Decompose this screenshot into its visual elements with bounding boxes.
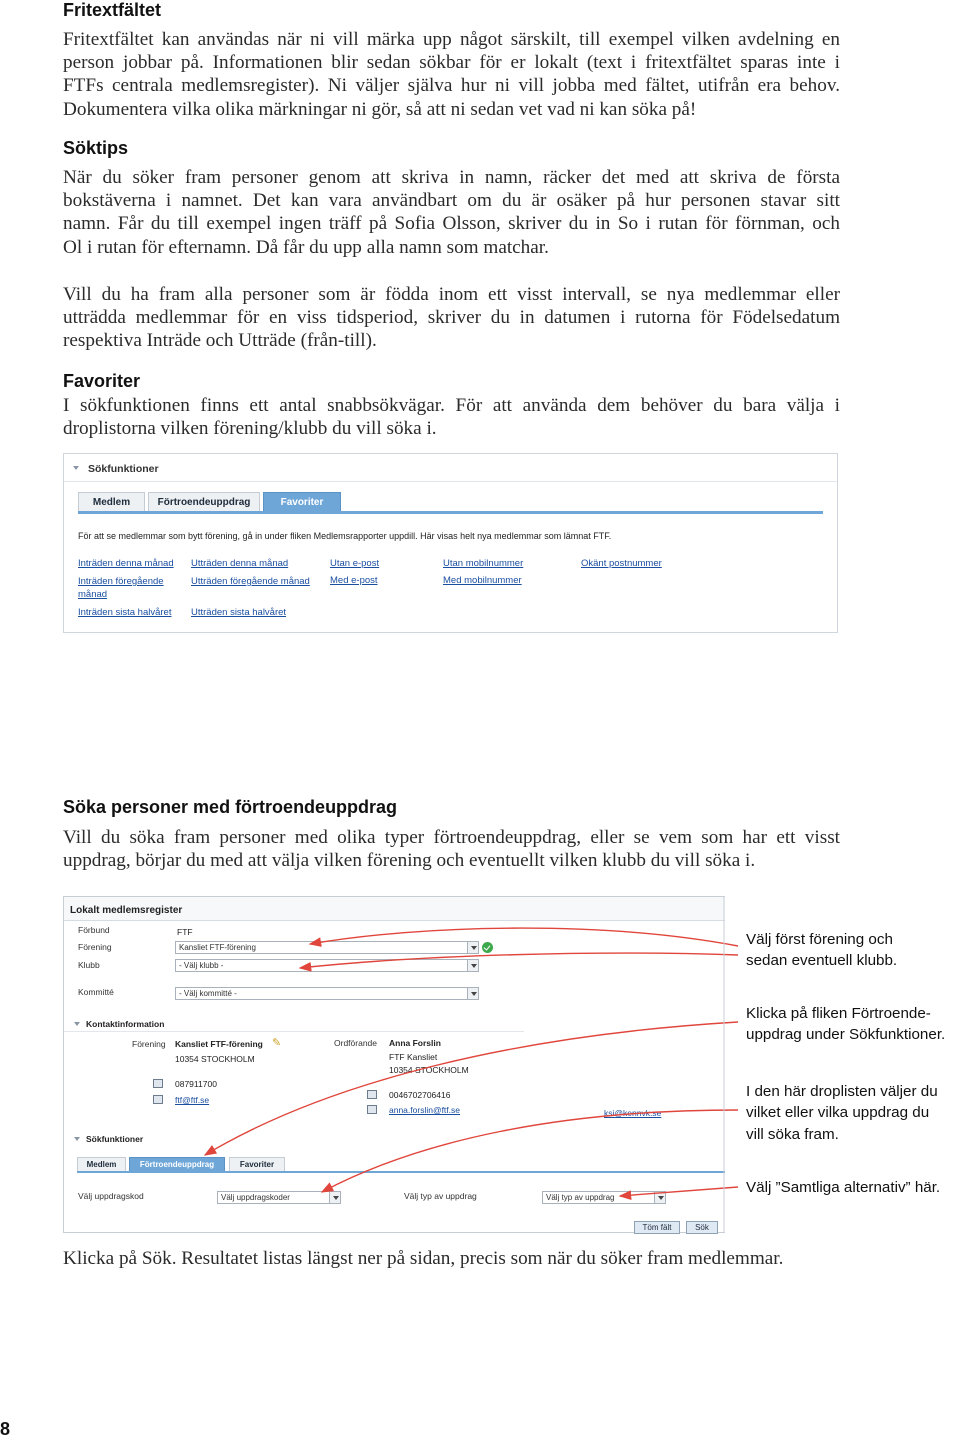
link-uttraden-sista-halvaret[interactable]: Utträden sista halvåret (191, 607, 287, 618)
callout-forening-klubb (746, 929, 897, 972)
panel-title: Sökfunktioner (88, 463, 159, 475)
tab-favoriter[interactable]: Favoriter (263, 492, 341, 512)
text-line: Klicka på Sök. Resultatet listas längst ner på sidan, precis som när du söker fram medlemmar. (63, 1248, 784, 1269)
kontakt-phone: 087911700 (175, 1079, 217, 1089)
text-line: FTFs centrala medlemsregister). Ni väljer själva hur ni vill jobba med fältet, utifrån era behov. (63, 75, 840, 97)
search-button[interactable]: Sök (686, 1221, 718, 1234)
link-utan-epost[interactable]: Utan e-post (330, 558, 380, 569)
text-line: Vill du söka fram personer med olika typer förtroendeuppdrag, eller se vem som har ett visst (63, 827, 840, 848)
callout-line: sedan eventuell klubb. (746, 952, 898, 970)
text-line: När du söker fram personer genom att skriva in namn, räcker det med att skriva de första (63, 167, 840, 188)
kontakt-forening-label: Förening (132, 1039, 166, 1049)
link-utan-mobilnummer[interactable]: Utan mobilnummer (443, 558, 524, 569)
link-uttraden-foregaende-manad[interactable]: Utträden föregående månad (191, 576, 310, 587)
text-line: utträdda medlemmar för en viss tidsperiod, skriver du in datumen i rutorna för Födelsedatum (63, 307, 840, 329)
heading-favoriter: Favoriter (63, 371, 141, 391)
text-line: person jobbar på. Informationen blir sedan sökbar för er lokalt (text i fritextfältet sparas inte i (63, 52, 840, 74)
heading-soka-fortroendeuppdrag: Söka personer med förtroendeuppdrag (63, 797, 398, 817)
arrow-to-forening (310, 928, 738, 946)
ordforande-email-link[interactable]: anna.forslin@ftf.se (389, 1105, 460, 1115)
text-line: Vill du ha fram alla personer som är födda inom ett visst intervall, se nya medlemmar eller (63, 284, 840, 305)
text-line: droplistorna vilken förening/klubb du vill söka i. (63, 418, 437, 440)
uppdragskod-label: Välj uppdragskod (78, 1191, 144, 1201)
paragraph-klicka-pa-sok (63, 1247, 903, 1270)
arrow-to-typ-select (620, 1187, 738, 1196)
link-intraden-sista-halvaret[interactable]: Inträden sista halvåret (78, 607, 172, 618)
callout-line: uppdrag under Sökfunktioner. (746, 1026, 946, 1044)
link-okant-postnummer[interactable]: Okänt postnummer (581, 558, 662, 569)
tab-favoriter[interactable]: Favoriter (229, 1157, 285, 1172)
arrow-to-fortroende-tab (205, 1022, 738, 1155)
link-intraden-foregaende[interactable]: Inträden föregående (78, 576, 164, 587)
klubb-label: Klubb (78, 960, 100, 970)
favoriter-info-text: För att se medlemmar som bytt förening, gå in under fliken Medlemsrapporter uppdill. Här visas helt nya medlemmar som lämnat FTF. (78, 531, 612, 541)
arrow-to-klubb (300, 953, 738, 968)
typ-av-uppdrag-label: Välj typ av uppdrag (404, 1191, 477, 1201)
tab-medlem[interactable]: Medlem (77, 1157, 126, 1172)
forbund-label: Förbund (78, 925, 110, 935)
text-line: I sökfunktionen finns ett antal snabbsökvägar. För att använda dem behöver du bara välja i (63, 395, 840, 416)
link-uttraden-denna-manad[interactable]: Utträden denna månad (191, 558, 289, 569)
callout-line: vill söka fram. (746, 1125, 839, 1143)
page-number: 8 (0, 1419, 11, 1439)
kontakt-forening-name: Kansliet FTF-förening (175, 1039, 263, 1049)
ordforande-name: Anna Forslin (389, 1038, 441, 1048)
ordforande-label: Ordförande (334, 1038, 377, 1048)
klubb-select-value: - Välj klubb - (179, 961, 224, 970)
kontakt-title: Kontaktinformation (86, 1019, 165, 1029)
forening-label: Förening (78, 942, 112, 952)
text-line: Fritextfältet kan användas när ni vill märka upp något särskilt, till exempel vilken avdelning en (63, 29, 840, 50)
callout-uppdrag-droplist (746, 1081, 938, 1145)
text-line: Dokumentera vilka olika märkningar ni gör, så att ni sedan vet vad ni kan söka på! (63, 98, 697, 120)
arrow-to-uppdragskod-select (322, 1110, 738, 1192)
text-line: uppdrag, börjar du med att välja vilken förening och eventuellt vilken klubb du vill söka i. (63, 850, 756, 872)
callout-line: Välj först förening och (746, 931, 893, 948)
forening-select-value: Kansliet FTF-förening (179, 943, 256, 952)
callout-line: I den här droplisten väljer du (746, 1083, 938, 1100)
link-intraden-denna-manad[interactable]: Inträden denna månad (78, 558, 174, 569)
text-line: namn. Får du till exempel ingen träff på Sofia Olsson, skriver du in So i rutan för förnman, och (63, 213, 840, 235)
uppdragskod-select-value: Välj uppdragskoder (221, 1193, 290, 1202)
tab-medlem[interactable]: Medlem (78, 492, 145, 512)
text-line: bokstäverna i namnet. Det kan vara användbart om du är osäker på hur personen stavar sitt (63, 190, 840, 212)
link-intraden-foregaende-manad[interactable]: månad (78, 589, 108, 600)
sok-title: Sökfunktioner (86, 1134, 144, 1144)
kommitte-label: Kommitté (78, 987, 114, 997)
ordforande-phone: 0046702706416 (389, 1090, 451, 1100)
callout-fortroende-tab (746, 1003, 945, 1046)
callout-samtliga-alternativ (746, 1177, 940, 1198)
tab-fortroendeuppdrag[interactable]: Förtroendeuppdrag (129, 1157, 225, 1172)
heading-fritextfaltet: Fritextfältet (63, 0, 162, 20)
typ-av-uppdrag-select-value: Välj typ av uppdrag (546, 1193, 615, 1202)
tab-fortroendeuppdrag[interactable]: Förtroendeuppdrag (148, 492, 260, 512)
kommitte-select-value: - Välj kommitté - (179, 989, 237, 998)
text-line: Ol i rutan för efternamn. Då får du upp alla namn som matchar. (63, 236, 549, 258)
text-line: respektiva Inträde och Utträde (från-till). (63, 330, 377, 352)
ordforande-address: 10354 STOCKHOLM (389, 1065, 469, 1075)
kontakt-email-link[interactable]: ftf@ftf.se (175, 1095, 210, 1105)
link-med-mobilnummer[interactable]: Med mobilnummer (443, 575, 522, 586)
callout-line: vilket eller vilka uppdrag du (746, 1104, 930, 1122)
clear-fields-button[interactable]: Töm fält (634, 1221, 680, 1234)
ordforande-org: FTF Kansliet (389, 1052, 438, 1062)
forbund-value: FTF (177, 927, 193, 937)
kontakt-forening-address: 10354 STOCKHOLM (175, 1054, 255, 1064)
register-title: Lokalt medlemsregister (70, 905, 183, 916)
callout-line: Välj ”Samtliga alternativ” här. (746, 1179, 941, 1196)
edit-pencil-icon[interactable]: ✎ (272, 1037, 282, 1049)
extra-email-link[interactable]: ksi@kennvk.se (604, 1108, 662, 1118)
heading-soktips: Söktips (63, 138, 129, 158)
link-med-epost[interactable]: Med e-post (330, 575, 378, 586)
callout-line: Klicka på fliken Förtroende- (746, 1005, 931, 1022)
